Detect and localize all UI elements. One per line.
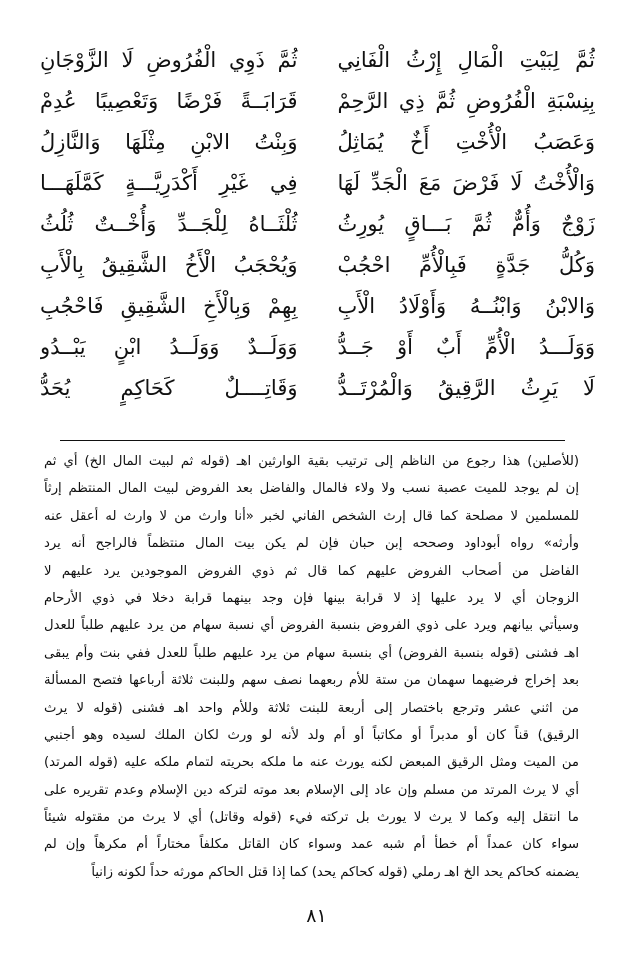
commentary-line: بعد إخراج فرضيهما سهمان من ستة للأم ربعهما نصف سهم وللبنت ثلاثة أرباعها فتصح المسألة (44, 673, 579, 689)
verse-left-7: بِهِمْ وَبِالْأَخِ الشَّقِيقِ فَاحْجُبِ (40, 294, 298, 318)
commentary-line: للمسلمين لا مصلحة كما قال إرث الشخص الفاني لخبر «أنا وارث من لا وارث له أعقل عنه (44, 508, 579, 524)
commentary-line: يضمنه كحاكم يحد الخ اهـ رملي (قوله كحاكم يحد) كما إذا قتل الحاكم مورثه حداً لكونه زانياً (91, 864, 579, 880)
commentary-line: إن لم يوجد للميت عصبة نسب ولا ولاء فالمال والفاضل بعد الفروض لبيت المال المنتظم إرثاً (44, 481, 579, 497)
page-number: ٨١ (306, 905, 327, 927)
verse-left-5: ثُلْثَــاهُ لِلْجَــدِّ وَأُخْــتٌ ثُلُثُ (40, 212, 298, 236)
commentary-line: وسيأتي بيانهم ويرد على ذوي الفروض بنسبة الفروض أي نسبة سهام من يرد عليهم طلباً للعدل (44, 618, 579, 634)
poem-left-column (40, 40, 298, 425)
verse-right-2: بِنِسْبَةِ الْفُرُوضِ ثُمَّ ذِي الرَّحِمْ (337, 89, 595, 113)
commentary-line: سواء كان عمداً أم خطأ أم شبه عمد وسواء كان القاتل مكلفاً مختاراً أم مكرهاً وإن لم (44, 837, 579, 853)
commentary-line: الفاضل من أصحاب الفروض عليهم كما قال ثم ذوي الفروض الموجودين يرد عليهم لا (44, 563, 579, 579)
verse-left-4: فِي غَيْرِ أَكْدَرِيَّـــةٍ كَمَّلَهَـــا (40, 171, 298, 195)
commentary-text (44, 448, 579, 898)
verse-right-4: وَالْأُخْتُ لَا فَرْضَ مَعَ الْجَدِّ لَهَا (337, 171, 595, 195)
commentary-line: اهـ فشنى (قوله بنسبة الفروض) أي بنسبة سهام من يرد عليهم طلباً للعدل ففي بنت وأم يبقى (44, 645, 579, 661)
commentary-line: الرقيق) قناً كان أو مدبراً أو مكاتباً أو أم ولد لأنه لو ورث لكان الملك لسيده وهو أجنبي (44, 727, 579, 743)
footnote-separator (60, 440, 565, 441)
verse-right-9: لَا يَرِثُ الرَّقِيقُ وَالْمُرْتَــدُّ (337, 376, 595, 400)
verse-right-5: زَوْجٌ وَأُمٌّ ثُمَّ بَـــاقٍ يُورِثُ (337, 212, 595, 236)
commentary-line: من اثني عشر وترجع باختصار إلى أربعة للبنت ثلاثة وللأم واحد اهـ فشنى (قوله لا يرث (44, 700, 579, 716)
verse-right-8: وَوَلَـــدُ الْأُمِّ أَبٌ أَوْ جَــدُّ (337, 335, 595, 359)
commentary-line: الزوجان أي لا يرد عليها إذ لا قرابة بينها فإن وجد بينهما قرابة دخلا في ذوي الأرحام (44, 590, 579, 606)
poem-right-column (338, 40, 596, 425)
verse-left-2: قَرَابَــةً فَرْضًا وَتَعْصِيبًا عُدِمْ (40, 89, 298, 113)
commentary-line: من الميت ومثل الرقيق المبعض لكنه يورث عنه ما ملكه بحريته لتمام ملكه عليه (قوله المرتد) (44, 755, 579, 771)
verse-right-1: ثُمَّ لِبَيْتِ الْمَالِ إِرْثُ الْفَانِي (337, 48, 595, 72)
verse-right-3: وَعَصَبُ الْأُخْتِ أَخٌ يُمَاثِلُ (337, 130, 595, 154)
verse-left-3: وَبِنْتُ الابْنِ مِثْلَهَا وَالنَّازِلُ (40, 130, 298, 154)
verse-right-7: وَالابْنُ وَابْنُــهُ وَأَوْلَادُ الْأَبِ (337, 294, 595, 318)
verse-left-1: ثُمَّ ذَوِي الْفُرُوضِ لَا الزَّوْجَانِ (40, 48, 298, 72)
commentary-line: وأرثه» رواه أبوداود وصححه إبن حبان فإن لم يكن بيت المال منتظماً فالراجح أنه يرد (44, 536, 579, 552)
verse-left-8: وَوَلَــدٌ وَوَلَــدُ ابْنٍ يَبْــدُو (40, 335, 298, 359)
verse-left-9: وَقَاتِــــلٌ كَحَاكِمٍ يُحَدُّ (40, 376, 298, 400)
verse-left-6: وَيُحْجَبُ الْأَخُ الشَّقِيقُ بِالْأَبِ (40, 253, 298, 277)
commentary-line: ما انتقل إليه وكما لا يرث لا يورث بل تركته فيء (قوله وقاتل) أي لا يرث من مقتوله شيئاً (44, 810, 579, 826)
commentary-line: أي لا يرث المرتد من مسلم وإن عاد إلى الإسلام بعد موته لتركه دين الإسلام وعدم تقريره على (44, 782, 579, 798)
poem-verses (40, 40, 595, 425)
commentary-line: (للأصلين) هذا رجوع من الناظم إلى ترتيب بقية الوارثين اهـ (قوله ثم لبيت المال الخ) أي ثم (44, 454, 579, 469)
verse-right-6: وَكُلُّ جَدَّةٍ فَبِالْأُمِّ احْجُبْ (337, 253, 595, 277)
